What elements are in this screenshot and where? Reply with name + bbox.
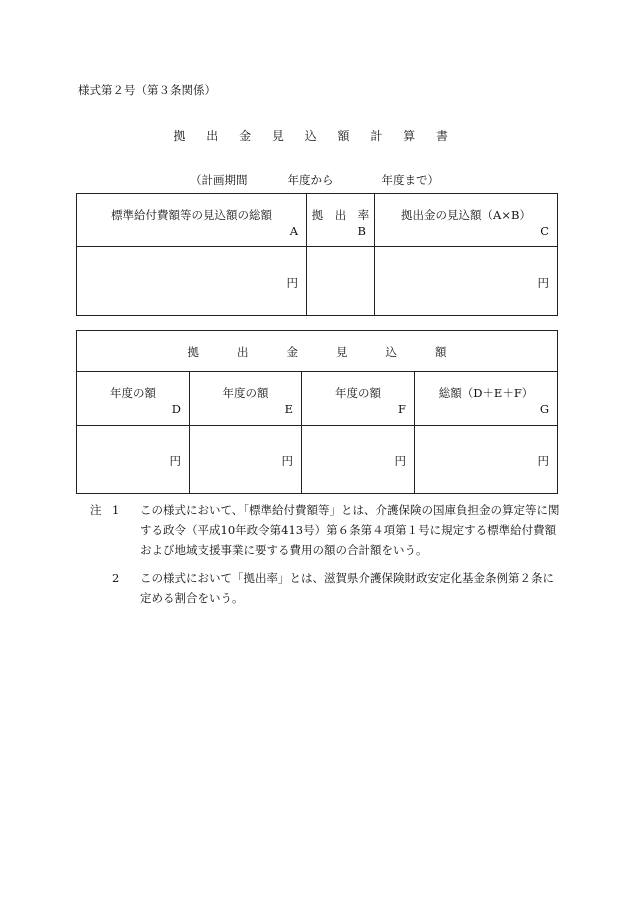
column-code: A [289,224,298,238]
notes-prefix: 注 [90,503,102,517]
form-number-label: 様式第２号（第３条関係） [78,83,216,97]
document-title: 拠 出 金 見 込 額 計 算 書 [173,129,457,143]
column-code: E [284,402,293,416]
column-code: C [540,224,549,238]
column-label: 標準給付費額等の見込額の総額 [111,208,272,222]
value-cell-year-d[interactable] [77,426,190,494]
column-code: D [171,402,181,416]
yen-unit: 円 [394,454,406,468]
table-heading: 拠出金見込額 [187,345,485,359]
note-text: この様式において「拠出率」とは、滋賀県介護保険財政安定化基金条例第２条に定める割合をいう。 [140,571,554,605]
notes-section [90,500,560,616]
column-label: 年度の額 [335,386,381,400]
yen-unit: 円 [281,454,293,468]
header-cell-total-estimate [77,194,307,247]
value-cell-total-estimate[interactable] [77,247,307,316]
yen-unit: 円 [169,454,181,468]
table-heading-cell [77,331,558,372]
column-code: F [398,402,406,416]
note-item [90,500,560,560]
yen-unit: 円 [286,276,298,290]
header-cell-year-e [190,372,302,426]
header-cell-contribution-estimate [375,194,558,247]
note-indent [90,568,112,608]
column-code: G [539,402,549,416]
note-item [90,568,560,608]
column-label: 年度の額 [110,386,156,400]
column-label: 拠 出 率 [311,208,370,222]
column-label: 総額（D＋E＋F） [438,386,534,400]
value-cell-year-f[interactable] [302,426,415,494]
header-cell-contribution-rate [307,194,375,247]
column-code: B [357,224,366,238]
column-label: 拠出金の見込額（A×B） [401,208,531,222]
header-cell-total-g [415,372,558,426]
note-number: 2 [112,571,120,585]
contribution-summary-table [76,193,558,316]
period-to-label: 年度まで） [381,173,439,187]
yen-unit: 円 [537,276,549,290]
note-text: この様式において、「標準給付費額等」とは、介護保険の国庫負担金の算定等に関する政令（平成10年政令第413号）第６条第４項第１号に規定する標準給付費額および地域支援事業に要する費用の額の合計額をいう。 [140,503,560,557]
value-cell-contribution-estimate[interactable] [375,247,558,316]
value-cell-total-g[interactable] [415,426,558,494]
period-from-label: 年度から [287,173,334,187]
period-open-label: （計画期間 [190,173,248,187]
value-cell-year-e[interactable] [190,426,302,494]
value-cell-contribution-rate[interactable] [307,247,375,316]
plan-period-line [190,172,439,188]
note-number: 1 [112,503,120,517]
column-label: 年度の額 [222,386,269,400]
yen-unit: 円 [537,454,549,468]
annual-contribution-table [76,330,558,494]
header-cell-year-d [77,372,190,426]
header-cell-year-f [302,372,415,426]
